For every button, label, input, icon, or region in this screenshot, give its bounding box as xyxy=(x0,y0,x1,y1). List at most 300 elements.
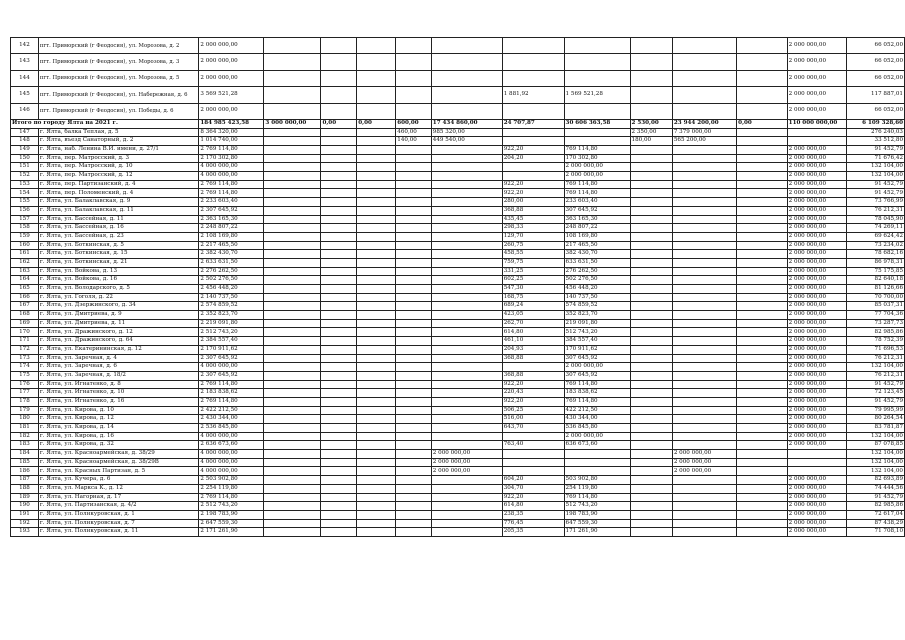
value-cell xyxy=(321,232,357,241)
value-cell xyxy=(502,432,564,441)
value-cell xyxy=(396,38,432,54)
value-cell xyxy=(357,484,396,493)
value-cell xyxy=(357,241,396,250)
value-cell xyxy=(264,345,321,354)
value-cell: 763,40 xyxy=(502,441,564,450)
value-cell: 2 140 737,50 xyxy=(199,293,264,302)
value-cell xyxy=(672,389,736,398)
value-cell xyxy=(396,502,432,511)
value-cell xyxy=(737,319,788,328)
value-cell: 536 845,80 xyxy=(564,424,630,433)
table-row xyxy=(11,215,905,224)
value-cell: 91 452,79 xyxy=(846,146,904,155)
value-cell xyxy=(737,476,788,485)
value-cell xyxy=(321,250,357,259)
value-cell xyxy=(672,189,736,198)
value-cell xyxy=(396,441,432,450)
table-row xyxy=(11,128,905,137)
value-cell xyxy=(357,137,396,146)
value-cell: 456 448,20 xyxy=(564,285,630,294)
table-row xyxy=(11,293,905,302)
row-number: 176 xyxy=(11,380,39,389)
value-cell xyxy=(502,363,564,372)
value-cell xyxy=(321,224,357,233)
value-cell: 2 000 000,00 xyxy=(787,146,846,155)
value-cell xyxy=(737,484,788,493)
value-cell: 547,30 xyxy=(502,285,564,294)
value-cell xyxy=(264,484,321,493)
value-cell xyxy=(431,380,502,389)
value-cell: 2 000 000,00 xyxy=(431,450,502,459)
value-cell xyxy=(357,380,396,389)
value-cell: 2 108 169,80 xyxy=(199,232,264,241)
value-cell: 2 769 114,80 xyxy=(199,146,264,155)
value-cell xyxy=(630,380,672,389)
value-cell xyxy=(737,354,788,363)
value-cell xyxy=(321,528,357,537)
value-cell xyxy=(321,441,357,450)
address-cell: г. Ялта, ул. Красных Партизан, д. 5 xyxy=(38,467,199,476)
value-cell xyxy=(737,502,788,511)
value-cell xyxy=(672,180,736,189)
value-cell xyxy=(737,103,788,119)
value-cell xyxy=(737,406,788,415)
address-cell: г. Ялта, ул. Володарского, д. 5 xyxy=(38,285,199,294)
value-cell: 2 000 000,00 xyxy=(787,70,846,86)
value-cell xyxy=(264,380,321,389)
value-cell xyxy=(672,146,736,155)
value-cell xyxy=(396,180,432,189)
value-cell xyxy=(396,484,432,493)
value-cell: 2 769 114,80 xyxy=(199,189,264,198)
value-cell xyxy=(672,206,736,215)
value-cell xyxy=(672,38,736,54)
value-cell xyxy=(321,337,357,346)
row-number: 151 xyxy=(11,163,39,172)
value-cell: 8 364 320,00 xyxy=(199,128,264,137)
table-row xyxy=(11,87,905,103)
value-cell: 689,24 xyxy=(502,302,564,311)
value-cell xyxy=(737,458,788,467)
value-cell: 2 000 000,00 xyxy=(787,206,846,215)
value-cell: 276 240,03 xyxy=(846,128,904,137)
value-cell xyxy=(672,215,736,224)
value-cell xyxy=(321,502,357,511)
value-cell xyxy=(630,502,672,511)
value-cell xyxy=(264,293,321,302)
total-value-cell: 0,00 xyxy=(321,119,357,128)
value-cell xyxy=(321,467,357,476)
row-number: 182 xyxy=(11,432,39,441)
value-cell: 78 752,39 xyxy=(846,337,904,346)
value-cell: 33 512,80 xyxy=(846,137,904,146)
value-cell: 132 104,00 xyxy=(846,163,904,172)
row-number: 143 xyxy=(11,54,39,70)
value-cell: 74 269,11 xyxy=(846,224,904,233)
value-cell xyxy=(630,319,672,328)
value-cell xyxy=(357,103,396,119)
value-cell xyxy=(357,293,396,302)
value-cell xyxy=(357,198,396,207)
value-cell xyxy=(264,276,321,285)
value-cell: 2 000 000,00 xyxy=(564,363,630,372)
address-cell: г. Ялта, ул. Полнкуровская, д. 11 xyxy=(38,528,199,537)
value-cell xyxy=(264,241,321,250)
value-cell xyxy=(672,432,736,441)
value-cell: 2 000 000,00 xyxy=(787,476,846,485)
value-cell xyxy=(357,432,396,441)
value-cell xyxy=(672,70,736,86)
value-cell: 2 000 000,00 xyxy=(787,241,846,250)
value-cell: 368,88 xyxy=(502,371,564,380)
value-cell xyxy=(396,206,432,215)
value-cell xyxy=(396,232,432,241)
table-row xyxy=(11,146,905,155)
value-cell xyxy=(396,267,432,276)
value-cell: 503 902,80 xyxy=(564,476,630,485)
row-number: 154 xyxy=(11,189,39,198)
address-cell: г. Ялта, ул. Дмитриева, д. 11 xyxy=(38,319,199,328)
value-cell: 132 104,00 xyxy=(846,172,904,181)
value-cell: 2 382 430,70 xyxy=(199,250,264,259)
value-cell xyxy=(321,510,357,519)
address-cell: г. Ялта, ул. Войкова, д. 16 xyxy=(38,276,199,285)
value-cell xyxy=(264,354,321,363)
value-cell: 80 264,54 xyxy=(846,415,904,424)
value-cell: 66 052,00 xyxy=(846,103,904,119)
value-cell: 83 781,87 xyxy=(846,424,904,433)
value-cell xyxy=(396,172,432,181)
value-cell xyxy=(321,371,357,380)
table-row xyxy=(11,528,905,537)
row-number: 187 xyxy=(11,476,39,485)
value-cell xyxy=(431,363,502,372)
value-cell: 76 212,31 xyxy=(846,371,904,380)
value-cell xyxy=(787,458,846,467)
value-cell xyxy=(431,510,502,519)
address-cell: г. Ялта, ул. Маркса К., д. 12 xyxy=(38,484,199,493)
value-cell xyxy=(264,206,321,215)
value-cell xyxy=(357,154,396,163)
value-cell xyxy=(357,441,396,450)
value-cell: 2 219 091,80 xyxy=(199,319,264,328)
value-cell xyxy=(264,510,321,519)
value-cell xyxy=(321,54,357,70)
value-cell xyxy=(431,215,502,224)
row-number: 175 xyxy=(11,371,39,380)
value-cell xyxy=(502,458,564,467)
value-cell: 2 000 000,00 xyxy=(787,154,846,163)
value-cell: 516,00 xyxy=(502,415,564,424)
row-number: 156 xyxy=(11,206,39,215)
value-cell xyxy=(396,311,432,320)
value-cell: 2 000 000,00 xyxy=(787,397,846,406)
value-cell xyxy=(630,528,672,537)
value-cell xyxy=(321,424,357,433)
address-cell: г. Ялта, ул. Партизанская, д. 4/2 xyxy=(38,502,199,511)
value-cell xyxy=(431,258,502,267)
value-cell xyxy=(431,345,502,354)
value-cell: 132 104,00 xyxy=(846,467,904,476)
value-cell xyxy=(321,302,357,311)
value-cell: 2 000 000,00 xyxy=(787,354,846,363)
value-cell: 2 769 114,80 xyxy=(199,493,264,502)
address-cell: г. Ялта, ул. Игнатенко, д. 8 xyxy=(38,380,199,389)
value-cell xyxy=(564,467,630,476)
value-cell xyxy=(672,502,736,511)
address-cell: г. Ялта, ул. Дмитриева, д. 9 xyxy=(38,311,199,320)
value-cell xyxy=(431,154,502,163)
value-cell xyxy=(630,441,672,450)
value-cell: 2 352 823,70 xyxy=(199,311,264,320)
value-cell: 73 234,02 xyxy=(846,241,904,250)
value-cell: 307 645,92 xyxy=(564,371,630,380)
value-cell: 2 000 000,00 xyxy=(787,389,846,398)
table-row xyxy=(11,319,905,328)
value-cell: 2 000 000,00 xyxy=(787,232,846,241)
address-cell: г. Ялта, ул. Боткинская, д. 5 xyxy=(38,241,199,250)
value-cell xyxy=(264,258,321,267)
value-cell xyxy=(737,128,788,137)
value-cell xyxy=(396,528,432,537)
value-cell: 91 452,79 xyxy=(846,493,904,502)
value-cell: 922,20 xyxy=(502,189,564,198)
value-cell xyxy=(357,146,396,155)
value-cell xyxy=(630,450,672,459)
value-cell xyxy=(630,510,672,519)
value-cell: 2 000 000,00 xyxy=(672,458,736,467)
address-cell: г. Ялта, ул. Гоголя, д. 22 xyxy=(38,293,199,302)
value-cell xyxy=(737,415,788,424)
value-cell: 2 636 673,60 xyxy=(199,441,264,450)
value-cell xyxy=(502,137,564,146)
value-cell xyxy=(264,54,321,70)
value-cell xyxy=(357,172,396,181)
row-number: 155 xyxy=(11,198,39,207)
value-cell xyxy=(630,293,672,302)
value-cell xyxy=(264,415,321,424)
value-cell: 91 452,79 xyxy=(846,380,904,389)
value-cell: 435,45 xyxy=(502,215,564,224)
value-cell: 2 000 000,00 xyxy=(787,319,846,328)
value-cell xyxy=(357,267,396,276)
value-cell: 602,25 xyxy=(502,276,564,285)
value-cell xyxy=(672,154,736,163)
value-cell xyxy=(264,519,321,528)
value-cell xyxy=(357,215,396,224)
value-cell: 129,70 xyxy=(502,232,564,241)
value-cell xyxy=(396,276,432,285)
value-cell: 636 673,60 xyxy=(564,441,630,450)
value-cell xyxy=(737,302,788,311)
value-cell xyxy=(431,319,502,328)
address-cell: г. Ялта, ул. Дражинского, д. 12 xyxy=(38,328,199,337)
value-cell xyxy=(672,328,736,337)
value-cell xyxy=(502,163,564,172)
value-cell: 2 171 261,90 xyxy=(199,528,264,537)
value-cell xyxy=(357,397,396,406)
total-value-cell: 600,00 xyxy=(396,119,432,128)
value-cell xyxy=(264,502,321,511)
row-number: 152 xyxy=(11,172,39,181)
address-cell: пгт. Приморский (г Феодосия), ул. Набережная, д. 6 xyxy=(38,87,199,103)
value-cell xyxy=(431,441,502,450)
value-cell: 449 540,00 xyxy=(431,137,502,146)
table-row xyxy=(11,519,905,528)
value-cell: 2 512 743,20 xyxy=(199,328,264,337)
value-cell xyxy=(396,241,432,250)
value-cell: 71 708,10 xyxy=(846,528,904,537)
address-cell: г. Ялта, балка Теплая, д. 5 xyxy=(38,128,199,137)
value-cell xyxy=(321,354,357,363)
value-cell xyxy=(321,476,357,485)
value-cell xyxy=(630,493,672,502)
value-cell xyxy=(321,311,357,320)
value-cell xyxy=(321,363,357,372)
value-cell xyxy=(264,224,321,233)
row-number: 186 xyxy=(11,467,39,476)
value-cell: 769 114,80 xyxy=(564,146,630,155)
row-number: 180 xyxy=(11,415,39,424)
value-cell: 2 000 000,00 xyxy=(787,267,846,276)
value-cell xyxy=(264,163,321,172)
address-cell: г. Ялта, ул. Балаклавская, д. 9 xyxy=(38,198,199,207)
value-cell xyxy=(502,172,564,181)
value-cell: 77 704,36 xyxy=(846,311,904,320)
value-cell xyxy=(630,476,672,485)
value-cell: 1 014 740,00 xyxy=(199,137,264,146)
value-cell xyxy=(630,363,672,372)
value-cell: 71 696,53 xyxy=(846,345,904,354)
value-cell xyxy=(264,528,321,537)
value-cell xyxy=(396,215,432,224)
value-cell xyxy=(264,250,321,259)
value-cell xyxy=(630,224,672,233)
value-cell: 2 307 645,92 xyxy=(199,354,264,363)
total-value-cell: 6 109 328,60 xyxy=(846,119,904,128)
value-cell: 382 430,70 xyxy=(564,250,630,259)
value-cell: 2 512 743,20 xyxy=(199,502,264,511)
value-cell: 2 000 000,00 xyxy=(787,502,846,511)
value-cell: 4 000 000,00 xyxy=(199,458,264,467)
value-cell xyxy=(264,189,321,198)
value-cell xyxy=(737,432,788,441)
row-number: 159 xyxy=(11,232,39,241)
value-cell xyxy=(630,337,672,346)
value-cell: 2 000 000,00 xyxy=(787,87,846,103)
value-cell xyxy=(321,146,357,155)
value-cell xyxy=(431,311,502,320)
value-cell: 2 000 000,00 xyxy=(787,250,846,259)
total-value-cell: 184 985 423,58 xyxy=(199,119,264,128)
value-cell xyxy=(787,128,846,137)
value-cell xyxy=(737,232,788,241)
value-cell: 76 212,31 xyxy=(846,354,904,363)
table-row xyxy=(11,311,905,320)
value-cell: 502 276,50 xyxy=(564,276,630,285)
value-cell xyxy=(630,215,672,224)
row-number: 144 xyxy=(11,70,39,86)
row-number: 171 xyxy=(11,337,39,346)
value-cell xyxy=(431,54,502,70)
value-cell xyxy=(396,458,432,467)
value-cell: 423,05 xyxy=(502,311,564,320)
value-cell xyxy=(396,198,432,207)
value-cell: 82 985,86 xyxy=(846,502,904,511)
address-cell: г. Ялта, ул. Кирова, д. 10 xyxy=(38,406,199,415)
value-cell xyxy=(321,206,357,215)
value-cell xyxy=(396,319,432,328)
value-cell xyxy=(396,380,432,389)
value-cell xyxy=(630,371,672,380)
value-cell: 140,00 xyxy=(396,137,432,146)
value-cell xyxy=(321,276,357,285)
row-number: 173 xyxy=(11,354,39,363)
value-cell xyxy=(357,450,396,459)
value-cell: 2 769 114,80 xyxy=(199,397,264,406)
value-cell: 776,45 xyxy=(502,519,564,528)
value-cell: 2 430 344,00 xyxy=(199,415,264,424)
row-number: 178 xyxy=(11,397,39,406)
value-cell xyxy=(672,276,736,285)
row-number: 147 xyxy=(11,128,39,137)
value-cell: 262,70 xyxy=(502,319,564,328)
value-cell xyxy=(737,267,788,276)
value-cell xyxy=(431,285,502,294)
value-cell xyxy=(630,519,672,528)
value-cell: 2 000 000,00 xyxy=(787,484,846,493)
value-cell xyxy=(321,285,357,294)
value-cell: 2 000 000,00 xyxy=(787,337,846,346)
value-cell xyxy=(737,363,788,372)
value-cell xyxy=(431,163,502,172)
value-cell xyxy=(321,293,357,302)
value-cell xyxy=(737,215,788,224)
value-cell: 2 000 000,00 xyxy=(787,293,846,302)
value-cell xyxy=(630,467,672,476)
value-cell xyxy=(672,415,736,424)
value-cell xyxy=(431,389,502,398)
value-cell: 2 350,00 xyxy=(630,128,672,137)
value-cell: 1 881,92 xyxy=(502,87,564,103)
value-cell xyxy=(737,146,788,155)
value-cell: 248 807,22 xyxy=(564,224,630,233)
value-cell xyxy=(431,397,502,406)
value-cell xyxy=(357,258,396,267)
value-cell: 368,88 xyxy=(502,206,564,215)
table-row xyxy=(11,432,905,441)
value-cell xyxy=(672,510,736,519)
value-cell xyxy=(357,206,396,215)
row-number: 167 xyxy=(11,302,39,311)
row-number: 146 xyxy=(11,103,39,119)
value-cell: 2 307 645,92 xyxy=(199,371,264,380)
value-cell: 512 743,20 xyxy=(564,328,630,337)
value-cell xyxy=(737,519,788,528)
table-row xyxy=(11,354,905,363)
value-cell: 2 198 783,90 xyxy=(199,510,264,519)
value-cell: 2 000 000,00 xyxy=(431,467,502,476)
value-cell: 2 000 000,00 xyxy=(199,54,264,70)
value-cell xyxy=(431,146,502,155)
row-number: 142 xyxy=(11,38,39,54)
value-cell xyxy=(431,519,502,528)
value-cell xyxy=(564,103,630,119)
value-cell: 2 000 000,00 xyxy=(672,450,736,459)
value-cell xyxy=(264,172,321,181)
value-cell: 512 743,20 xyxy=(564,502,630,511)
value-cell: 72 617,04 xyxy=(846,510,904,519)
